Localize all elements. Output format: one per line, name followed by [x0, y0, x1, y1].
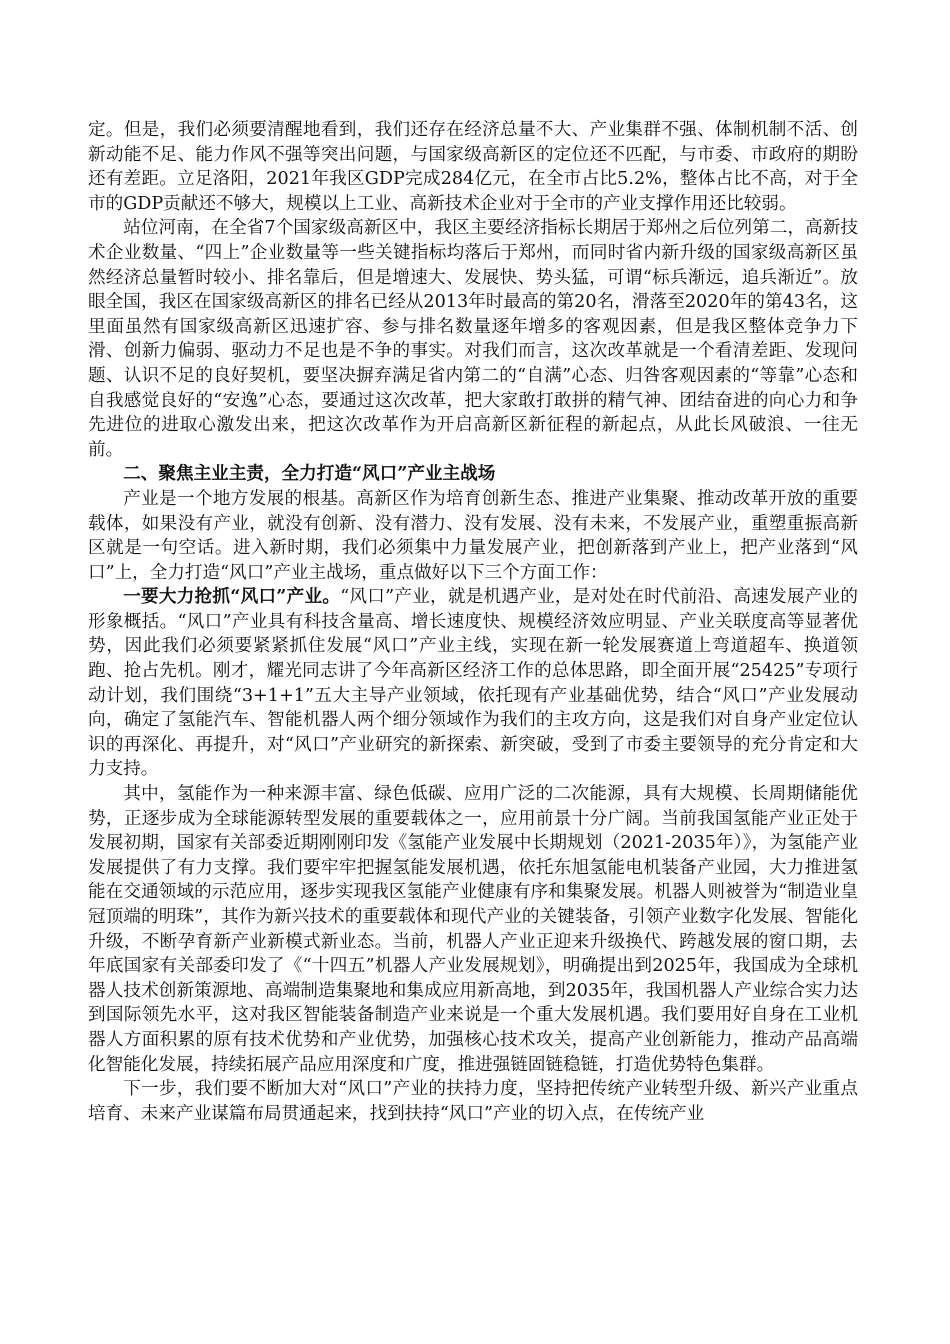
section-heading: 二、聚焦主业主责，全力打造“风口”产业主战场	[123, 463, 496, 485]
paragraph-continued: 定。但是，我们必须要清醒地看到，我们还存在经济总量不大、产业集群不强、体制机制不活、创新动能不足、能力作风不强等突出问题，与国家级高新区的定位还不匹配，与市委、市政府的期盼还有差距。立足洛阳，2021年我区GDP完成284亿元，在全市占比5.2%，整体占比不高，对于全市的GDP贡献还不够大，规模以上工业、高新技术企业对于全市的产业支撑作用还比较弱。	[88, 120, 858, 214]
paragraph-industry-foundation: 产业是一个地方发展的根基。高新区作为培育创新生态、推进产业集聚、推动改革开放的重要载体，如果没有产业，就没有创新、没有潜力、没有发展、没有未来，不发展产业，重塑重振高新区就是一句空话。进入新时期，我们必须集中力量发展产业，把创新落到产业上，把产业落到“风口”上，全力打造“风口”产业主战场，重点做好以下三个方面工作：	[88, 488, 858, 583]
paragraph-next-step: 下一步，我们要不断加大对“风口”产业的扶持力度，坚持把传统产业转型升级、新兴产业重点培育、未来产业谋篇布局贯通起来，找到扶持“风口”产业的切入点，在传统产业	[88, 1079, 858, 1124]
paragraph-henan: 站位河南，在全省7个国家级高新区中，我区主要经济指标长期居于郑州之后位列第二，高新技术企业数量、“四上”企业数量等一些关键指标均落后于郑州，而同时省内新升级的国家级高新区虽然经济总量暂时较小、排名靠后，但是增速大、发展快、势头猛，可谓“标兵渐远，追兵渐近”。放眼全国，我区在国家级高新区的排名已经从2013年时最高的第20名，滑落至2020年的第43名，这里面虽然有国家级高新区迅速扩容、参与排名数量逐年增多的客观因素，但是我区整体竞争力下滑、创新力偏弱、驱动力不足也是不争的事实。对我们而言，这次改革就是一个看清差距、发现问题、认识不足的良好契机，要坚决摒弃满足省内第二的“自满”心态、归咎客观因素的“等靠”心态和自我感觉良好的“安逸”心态，要通过这次改革，把大家敢打敢拼的精气神、团结奋进的向心力和争先进位的进取心激发出来，把这次改革作为开启高新区新征程的新起点，从此长风破浪、一往无前。	[88, 218, 858, 460]
paragraph-hydrogen-robots: 其中，氢能作为一种来源丰富、绿色低碳、应用广泛的二次能源，具有大规模、长周期储能优势，正逐步成为全球能源转型发展的重要载体之一，应用前景十分广阔。当前我国氢能产业正处于发展初期，国家有关部委近期刚刚印发《氢能产业发展中长期规划（2021-2035年）》，为氢能产业发展提供了有力支撑。我们要牢牢把握氢能发展机遇，依托东旭氢能电机装备产业园，大力推进氢能在交通领域的示范应用，逐步实现我区氢能产业健康有序和集聚发展。机器人则被誉为“制造业皇冠顶端的明珠”，其作为新兴技术的重要载体和现代产业的关键装备，引领产业数字化发展、智能化升级，不断孕育新产业新模式新业态。当前，机器人产业正迎来升级换代、跨越发展的窗口期，去年底国家有关部委印发了《“十四五”机器人产业发展规划》，明确提出到2025年，我国成为全球机器人技术创新策源地、高端制造集聚地和集成应用新高地，到2035年，我国机器人产业综合实力达到国际领先水平，这对我区智能装备制造产业来说是一个重大发展机遇。我们要用好自身在工业机器人方面积累的原有技术优势和产业优势，加强核心技术攻关，提高产业创新能力，推动产品高端化智能化发展，持续拓展产品应用深度和广度，推进强链固链稳链，打造优势特色集群。	[88, 784, 858, 1075]
document-page	[88, 118, 858, 1126]
paragraph-lead-body: “风口”产业，就是机遇产业，是对处在时代前沿、高速发展产业的形象概括。“风口”产业具有科技含量高、增长速度快、规模经济效应明显、产业关联度高等显著优势，因此我们必须要紧紧抓住发展“风口”产业主线，实现在新一轮发展赛道上弯道超车、换道领跑、抢占先机。刚才，耀光同志讲了今年高新区经济工作的总体思路，即全面开展“25425”专项行动计划，我们围绕“3+1+1”五大主导产业领域，依托现有产业基础优势，结合“风口”产业发展动向，确定了氢能汽车、智能机器人两个细分领域作为我们的主攻方向，这是我们对自身产业定位认识的再深化、再提升，对“风口”产业研究的新探索、新突破，受到了市委主要领导的充分肯定和大力支持。	[88, 587, 858, 780]
paragraph-fengkou-industry	[88, 585, 858, 782]
paragraph-lead: 一要大力抢抓“风口”产业。	[123, 586, 341, 608]
